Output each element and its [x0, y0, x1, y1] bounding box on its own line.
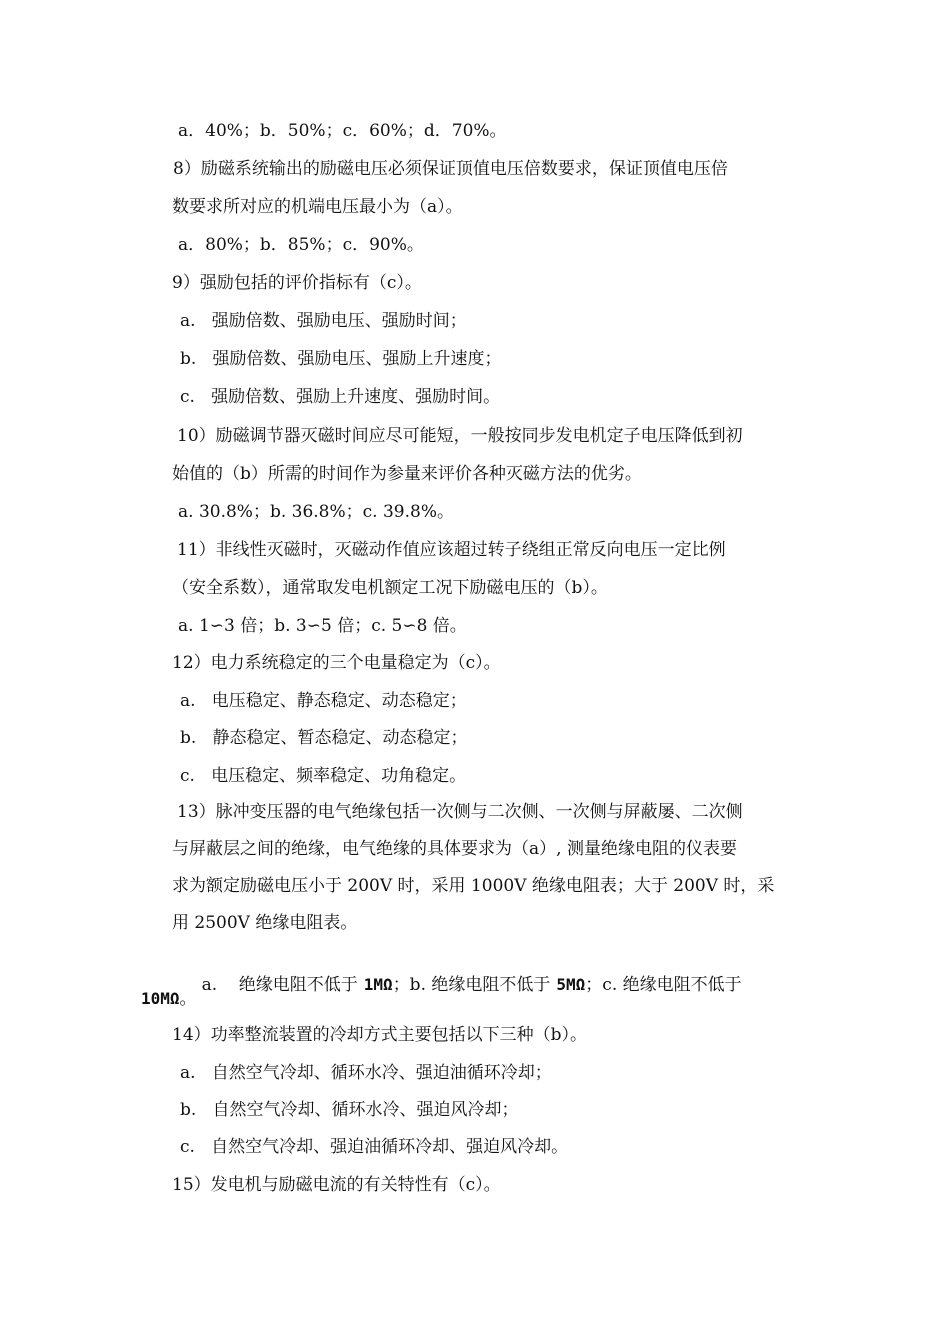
q11-text-line2: （安全系数），通常取发电机额定工况下励磁电压的（b）。 [172, 578, 608, 598]
q12-option-a: a. 电压稳定、静态稳定、动态稳定； [180, 691, 467, 711]
q15-text: 15）发电机与励磁电流的有关特性有（c）。 [172, 1175, 501, 1195]
q13-text-line1: 13）脉冲变压器的电气绝缘包括一次侧与二次侧、一次侧与屏蔽屡、二次侧 [177, 802, 743, 822]
q12-option-b: b. 静态稳定、暂态稳定、动态稳定； [180, 728, 468, 748]
q13-options-line2 [141, 987, 197, 1011]
q13-text-line4: 用 2500V 绝缘电阻表。 [172, 913, 358, 933]
q9-text: 9）强励包括的评价指标有（c）。 [172, 273, 422, 293]
q9-option-a: a. 强励倍数、强励电压、强励时间； [180, 311, 467, 331]
q13-text-line3: 求为额定励磁电压小于 200V 时，采用 1000V 绝缘电阻表；大于 200V 时，采 [172, 876, 775, 896]
q9-option-c: c. 强励倍数、强励上升速度、强励时间。 [180, 387, 501, 407]
q12-option-c: c. 电压稳定、频率稳定、功角稳定。 [180, 766, 467, 786]
q13-option-b-value: 5MΩ [556, 975, 586, 994]
q10-text-line2: 始值的（b）所需的时间作为参量来评价各种灭磁方法的优劣。 [172, 464, 642, 484]
q10-options: a. 30.8%；b. 36.8%；c. 39.8%。 [178, 502, 454, 522]
q13-options-end: 。 [179, 989, 197, 1009]
q7-options: a．40%；b．50%；c．60%；d．70%。 [178, 121, 507, 141]
q13-option-c-value: 10MΩ [141, 989, 180, 1008]
q11-options: a. 1∽3 倍；b. 3∽5 倍；c. 5∽8 倍。 [178, 616, 467, 636]
q13-text-line2: 与屏蔽层之间的绝缘，电气绝缘的具体要求为（a）, 测量绝缘电阻的仪表要 [172, 839, 737, 859]
q12-text: 12）电力系统稳定的三个电量稳定为（c）。 [172, 653, 501, 673]
q14-text: 14）功率整流装置的冷却方式主要包括以下三种（b）。 [172, 1025, 588, 1045]
q14-option-a: a. 自然空气冷却、循环水冷、强迫油循环冷却； [180, 1063, 552, 1083]
q13-option-b-label: ；b. 绝缘电阻不低于 [392, 975, 551, 995]
q8-text-line1: 8）励磁系统输出的励磁电压必须保证顶值电压倍数要求，保证顶值电压倍 [173, 159, 728, 179]
q10-text-line1: 10）励磁调节器灭磁时间应尽可能短，一般按同步发电机定子电压降低到初 [177, 426, 743, 446]
q13-option-c-label: ；c. 绝缘电阻不低于 [585, 975, 742, 995]
q8-text-line2: 数要求所对应的机端电压最小为（a）。 [172, 197, 463, 217]
q14-option-b: b. 自然空气冷却、循环水冷、强迫风冷却； [180, 1100, 519, 1120]
q14-option-c: c. 自然空气冷却、强迫油循环冷却、强迫风冷却。 [180, 1137, 569, 1157]
q13-options-line1 [180, 949, 742, 1021]
q9-option-b: b. 强励倍数、强励电压、强励上升速度； [180, 349, 502, 369]
q13-option-a-value: 1MΩ [363, 975, 393, 994]
q8-options: a．80%；b．85%；c．90%。 [178, 235, 424, 255]
q13-option-a-label: a. 绝缘电阻不低于 [201, 975, 358, 995]
q11-text-line1: 11）非线性灭磁时，灭磁动作值应该超过转子绕组正常反向电压一定比例 [177, 540, 726, 560]
